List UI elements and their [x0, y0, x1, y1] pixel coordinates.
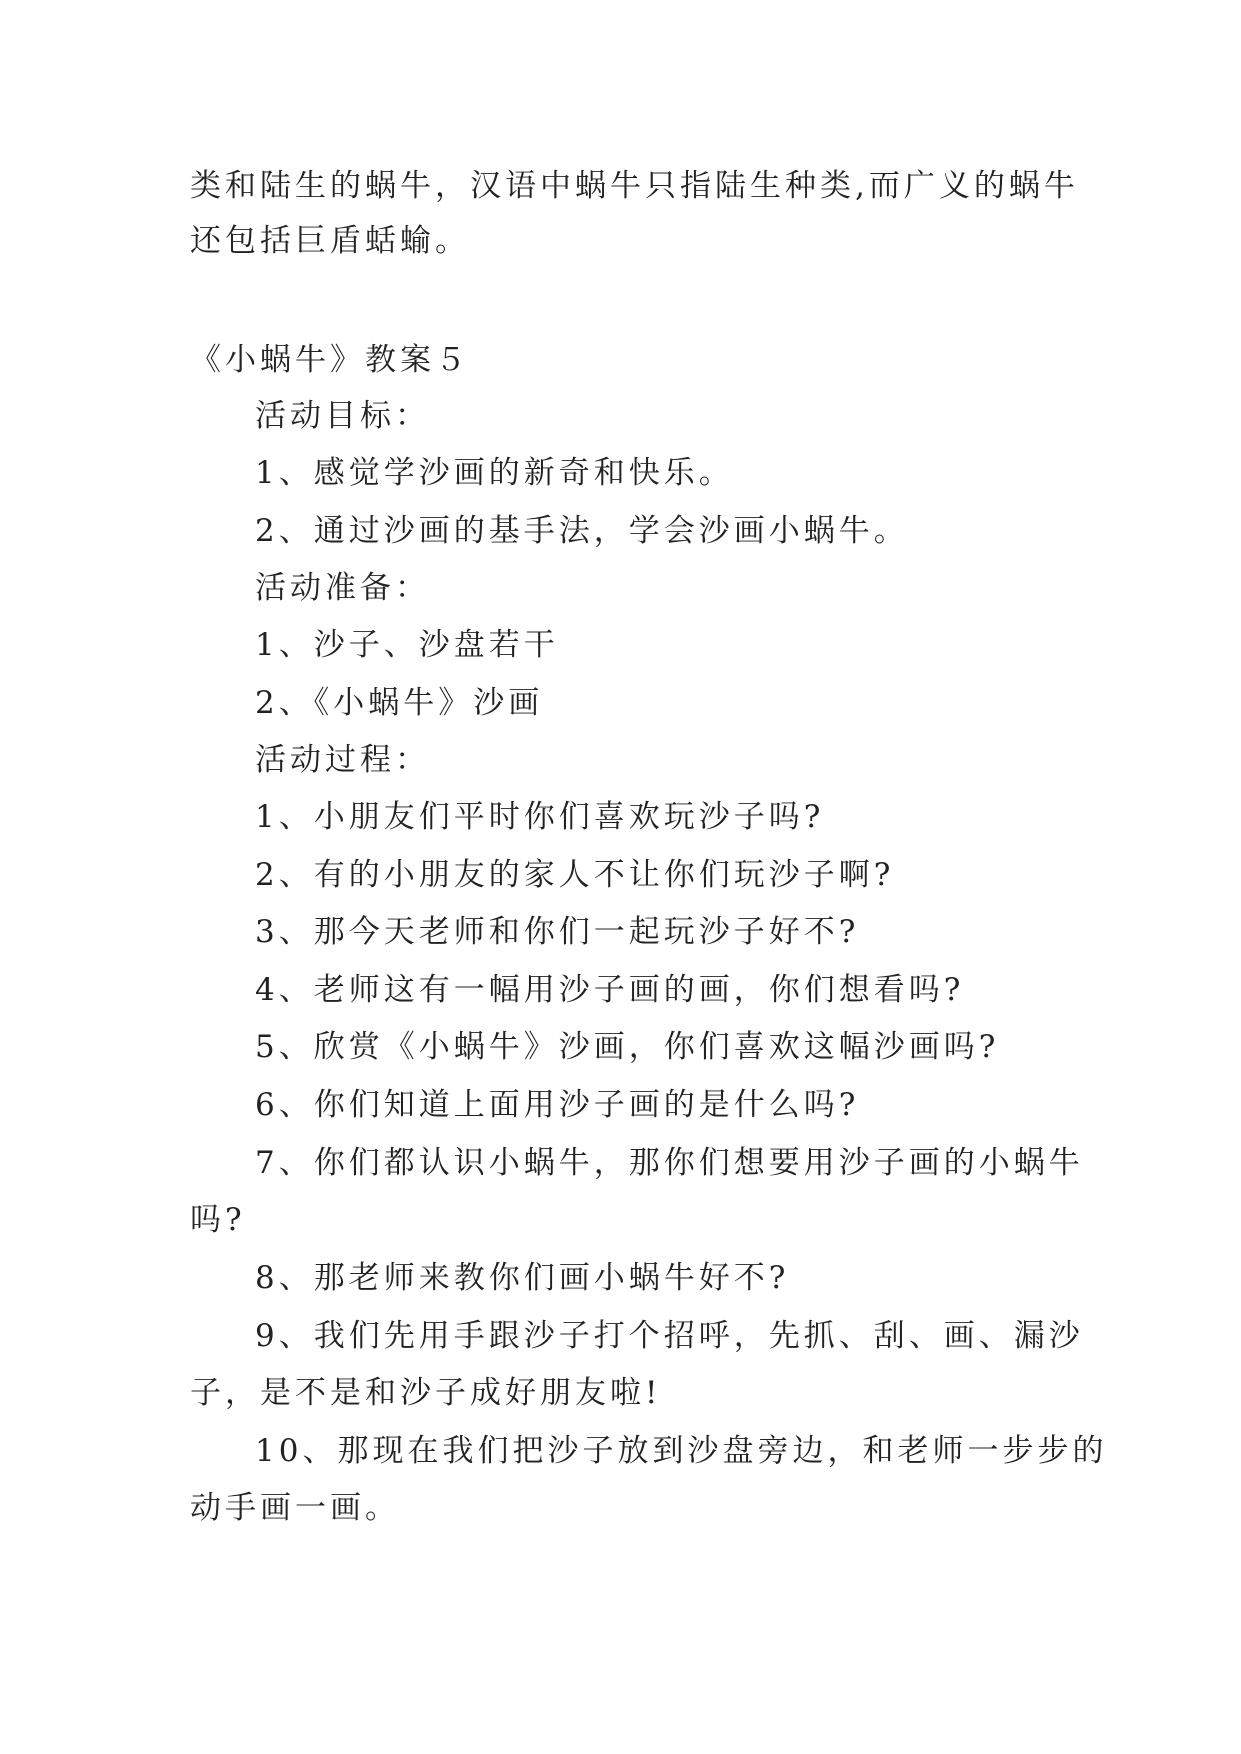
process-step: 8、那老师来教你们画小蜗牛好不?: [255, 1260, 790, 1296]
process-step: 1、小朋友们平时你们喜欢玩沙子吗?: [255, 799, 825, 835]
goal-item: 2、通过沙画的基手法，学会沙画小蜗牛。: [255, 513, 909, 549]
process-step: 5、欣赏《小蜗牛》沙画，你们喜欢这幅沙画吗?: [255, 1029, 1000, 1065]
process-step: 4、老师这有一幅用沙子画的画，你们想看吗?: [255, 972, 965, 1008]
process-heading: 活动过程：: [255, 742, 430, 778]
intro-line: 类和陆生的蜗牛，汉语中蜗牛只指陆生种类,而广义的蜗牛: [190, 168, 1079, 204]
prep-item: 2、《小蜗牛》沙画: [255, 685, 544, 721]
process-step: 9、我们先用手跟沙子打个招呼，先抓、刮、画、漏沙: [255, 1318, 1084, 1354]
process-step-continuation: 吗?: [190, 1202, 246, 1238]
process-step: 3、那今天老师和你们一起玩沙子好不?: [255, 914, 860, 950]
intro-line: 还包括巨盾蛞蝓。: [190, 223, 470, 259]
prep-item: 1、沙子、沙盘若干: [255, 627, 559, 663]
goal-item: 1、感觉学沙画的新奇和快乐。: [255, 455, 734, 491]
section-title: 《小蜗牛》教案５: [190, 342, 470, 378]
process-step: 7、你们都认识小蜗牛，那你们想要用沙子画的小蜗牛: [255, 1145, 1084, 1181]
prep-heading: 活动准备：: [255, 570, 430, 606]
process-step: 2、有的小朋友的家人不让你们玩沙子啊?: [255, 857, 895, 893]
goal-heading: 活动目标：: [255, 398, 430, 434]
process-step: 10、那现在我们把沙子放到沙盘旁边，和老师一步步的: [255, 1433, 1108, 1469]
process-step: 6、你们知道上面用沙子画的是什么吗?: [255, 1087, 860, 1123]
process-step-continuation: 动手画一画。: [190, 1490, 400, 1526]
process-step-continuation: 子，是不是和沙子成好朋友啦!: [190, 1375, 662, 1411]
